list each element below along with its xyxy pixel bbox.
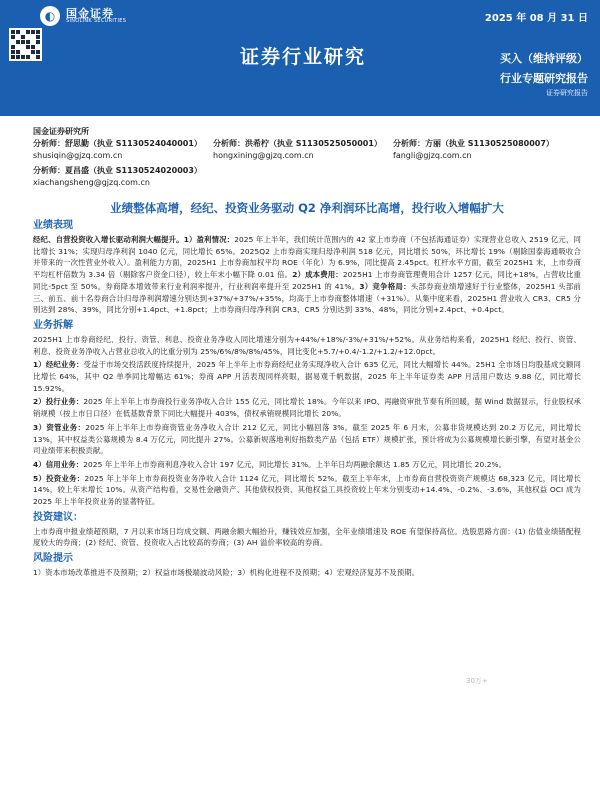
report-title: 业绩整体高增，经纪、投资业务驱动 Q2 净利润环比高增，投行收入增幅扩大	[110, 201, 504, 215]
section-heading: 业务拆解	[33, 319, 73, 331]
item-label: 3）竞争格局：	[359, 281, 411, 291]
report-type: 证券行业研究	[240, 46, 367, 68]
item-label: 3）资管业务：	[33, 422, 86, 432]
item-label: 1）经纪业务：	[33, 360, 84, 370]
paragraph	[33, 396, 581, 419]
item-label: 2）投行业务：	[33, 397, 84, 407]
analyst-label: 分析师：洪希柠（执业 S1130525050001）	[213, 139, 382, 148]
analyst-label: 分析师：舒思勤（执业 S1130524040001）	[33, 139, 202, 148]
item-text: 头部券商业绩增速好于行业整体，2025H1 头部前三、前五、前十名券商合计归母净利润增速分别达到+37%/+37%/+35%，均高于上市券商整体增速（+31%）。从集中度来看，2025H1 营业收入 CR3、CR5 分别达到 28%、39%，同比分别+1.4pct、+1.8pct；上市券商归母净利润 CR3、CR5 分别达到 33%、48%，同比分别+2.4pct、+0.4pct。	[33, 281, 582, 315]
item-text: 2025 年上半年上市券商利息净收入合计 197 亿元，同比增长 31%。上半年日均两融余额达 1.85 万亿元，同比增长 20.2%。	[83, 459, 507, 469]
item-text: 受益于市场交投活跃度持续提升，2025 年上半年上市券商经纪业务实现净收入合计 635 亿元，同比大幅增长 44%。25H1 全市场日均股基成交额同比增长 64%，其中 Q2 单季同比增幅达 61%；券商 APP 月活表现同样亮眼，据易观千帆数据，2025 年上半年证券类 APP 月活用户数达 9.88 亿，同比增长 15.92%。	[33, 360, 581, 393]
analyst-email[interactable]: fangli@gjzq.com.cn	[393, 151, 472, 160]
item-text: 2025 年上半年上市券商资管业务净收入合计 212 亿元，同比小幅回落 3%。截至 2025 年 6 月末，公募非货规模达到 20.2 万亿元，同比增长 13%，其中权益类公募规模为 8.4 万亿元，同比提升 27%。公募新规落地利好指数类产品（包括 ETF）规模扩张，预计将成为公募规模增长新引擎，有望对基金公司业绩带来积极贡献。	[33, 422, 581, 456]
logo-cn: 国金证券	[66, 6, 114, 20]
analyst-label: 分析师：夏昌盛（执业 S1130524020003）	[33, 166, 202, 175]
item-label: 2）成本费用：	[292, 270, 343, 280]
paragraph: 2025H1 上市券商经纪、投行、资管、利息、投资业务净收入同比增速分别为+44%/+18%/-3%/+31%/+52%。从业务结构来看，2025H1 经纪、投行、资管、利息、投资业务净收入占营业总收入的比重分别为 25%/6%/8%/8%/45%，同比变化+5.7/+0.4/-1.2/+1.2/+12.0pct。	[33, 334, 581, 356]
analyst-email[interactable]: shusiqin@gjzq.com.cn	[33, 151, 123, 160]
org-name: 国金证券研究所	[33, 127, 89, 136]
paragraph-lead: 经纪、自营投资收入增长驱动利润大幅提升。	[33, 235, 184, 244]
section-heading: 业绩表现	[33, 220, 73, 231]
paragraph	[33, 422, 581, 457]
analyst-label: 分析师：方丽（执业 S1130525080007）	[393, 139, 554, 148]
logo-en: SINOLINK SECURITIES	[66, 18, 127, 25]
item-text: 2025 年上半年，我们统计范围内的 42 家上市券商（不包括海通证券）实现营业总收入 2519 亿元，同比增长 31%；实现归母净利润 1040 亿元，同比增长 65%。2025Q2 上市券商实现归母净利润 518 亿元，同比增长 50%，环比增长 19%（剔除国泰海通吸收合并带来的一次性营业外收入）。盈利能力方面，2025H1 上市券商加权平均 ROE（年化）为 6.9%，同比提高 2.45pct。杠杆水平方面，截至 2025H1 末，上市券商平均杠杆倍数为 3.34 倍（剔除客户资金口径），较上年末小幅下降 0.01 倍。	[33, 235, 581, 280]
qr-code-icon	[9, 28, 42, 61]
report-date: 2025 年 08 月 31 日	[484, 13, 588, 24]
watermark: 30万+	[466, 677, 488, 685]
analyst	[213, 138, 393, 162]
analyst	[33, 165, 213, 189]
item-text: 2025H1 上市券商管理费用合计 1257 亿元，同比+18%，占营收比重同比-5pct 至 50%。券商降本增效带来行业利润率提升，行业利润率提升至 2025H1 的 41%。	[33, 270, 582, 291]
paragraph: 上市券商中报业绩超预期，7 月以来市场日均成交额、两融余额大幅抬升，赚钱效应加强，全年业绩增速及 ROE 有望保持高位。选股思路方面：(1) 估值业绩错配程度较大的券商；(2) 经纪、资管、投资收入占比较高的券商；(3) AH 溢价率较高的券商。	[33, 526, 581, 548]
analyst-email[interactable]: hongxining@gjzq.com.cn	[213, 151, 314, 160]
analyst-email[interactable]: xiachangsheng@gjzq.com.cn	[33, 178, 150, 187]
item-label: 4）信用业务：	[33, 459, 84, 469]
paragraph	[33, 359, 581, 394]
analyst	[393, 138, 573, 162]
logo-icon: ◐	[40, 6, 60, 26]
report-body	[33, 126, 581, 581]
paragraph: 1）资本市场改革推进不及预期；2）权益市场极端波动风险；3）机构化进程不及预期；4）宏观经济复苏不及预期。	[33, 568, 420, 578]
paragraph	[33, 473, 581, 508]
analyst-list	[33, 138, 581, 192]
paragraph	[33, 459, 581, 471]
item-label: 5）投资业务：	[33, 473, 85, 483]
rating: 买入（维持评级）	[500, 52, 588, 65]
item-label: 1）盈利情况：	[183, 235, 235, 244]
item-text: 2025 年上半年上市券商投资业务净收入合计 1124 亿元，同比增长 52%。截至上半年末，上市券商自营投资资产规模达 68,323 亿元，同比增长 14%，较上年末增长 10%。从资产结构看，交易性金融资产、其他债权投资、其他权益工具投资较上年末分别变动+14.4%、-0.2%、-3.6%，其他权益 OCI 成为 2025 年上半年投资业务的显著特征。	[33, 473, 581, 507]
logo	[40, 6, 126, 26]
analyst	[33, 138, 213, 162]
item-text: 2025 年上半年上市券商投行业务净收入合计 155 亿元，同比增长 18%。今年以来 IPO、再融资审批节奏有所回暖，据 Wind 数据显示，行业股权承销规模（按上市日口径）在低基数背景下同比大幅提升 403%，债权承销规模同比增长 20%。	[33, 397, 581, 419]
report-subtitle: 行业专题研究报告	[500, 72, 588, 85]
section-heading: 投资建议：	[33, 511, 83, 523]
section-heading: 风险提示	[33, 553, 73, 565]
paragraph	[33, 234, 581, 316]
report-header	[0, 0, 600, 116]
report-tag: 证券研究报告	[546, 89, 588, 97]
